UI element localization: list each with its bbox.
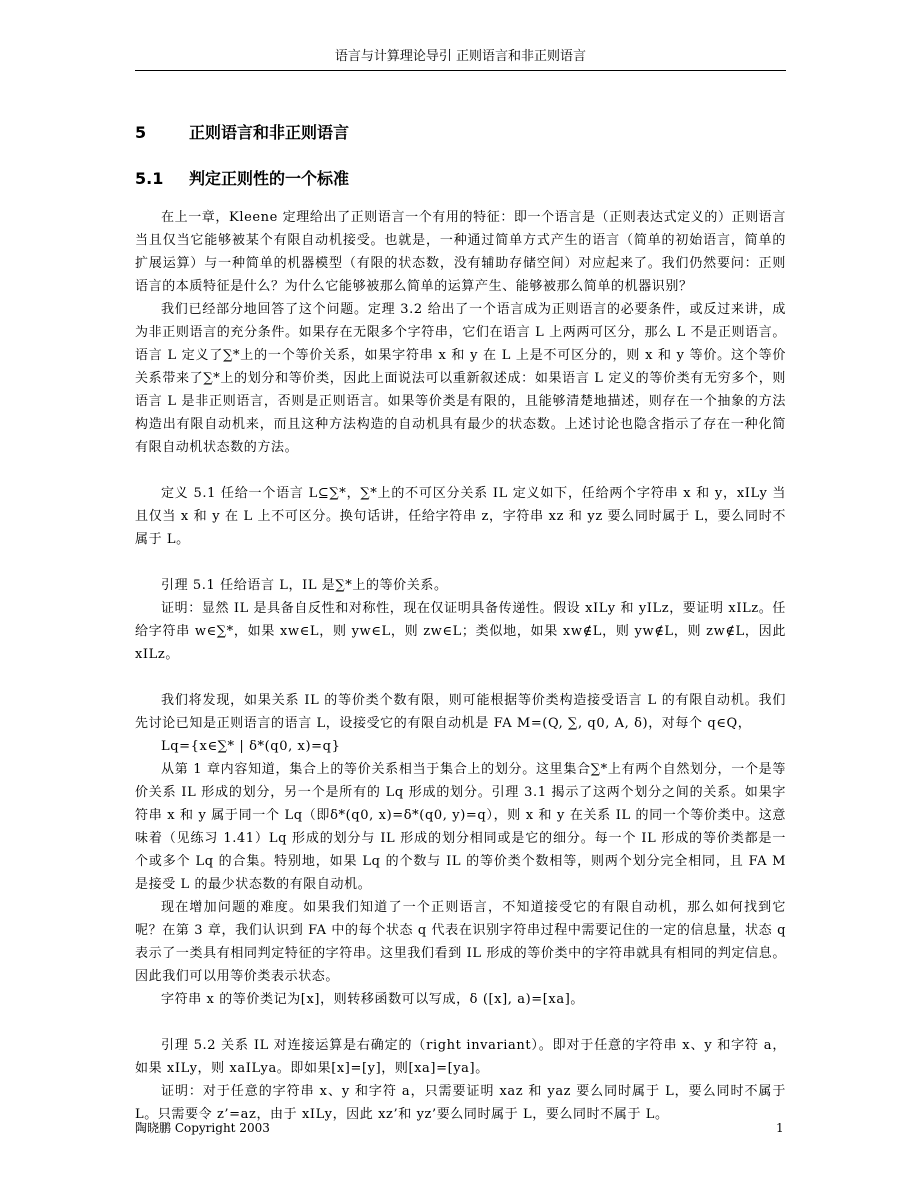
paragraph-transition-function: 字符串 x 的等价类记为[x]，则转移函数可以写成，δ ([x], a)=[xa]。	[161, 992, 584, 1007]
section-number: 5.1	[135, 169, 164, 188]
proof-lemma-5-1: 证明：显然 IL 是具备自反性和对称性，现在仅证明具备传递性。假设 xILy 和 yILz，要证明 xILz。任给字符串 w∈∑*，如果 xw∈L，则 yw∈L，则 zw∈L；类似地，如果 xw∉L，则 yw∉L，则 zw∉L，因此 xILz。	[135, 601, 786, 662]
paragraph-kleene: 在上一章，Kleene 定理给出了正则语言一个有用的特征：即一个语言是（正则表达式定义的）正则语言当且仅当它能够被某个有限自动机接受。也就是，一种通过简单方式产生的语言（简单的初始语言，简单的扩展运算）与一种简单的机器模型（有限的状态数，没有辅助存储空间）对应起来了。我们仍然要问：正则语言的本质特征是什么？为什么它能够被那么简单的运算产生、能够被那么简单的机器识别？	[135, 210, 786, 294]
proof-lemma-5-2: 证明：对于任意的字符串 x、y 和字符 a，只需要证明 xaz 和 yaz 要么同时属于 L，要么同时不属于 L。只需要令 z’=az，由于 xILy，因此 xz’和 yz’要么同时属于 L，要么同时不属于 L。	[135, 1084, 786, 1122]
paragraph-theorem-3-2: 我们已经部分地回答了这个问题。定理 3.2 给出了一个语言成为正则语言的必要条件，或反过来讲，成为非正则语言的充分条件。如果存在无限多个字符串，它们在语言 L 上两两可区分，那么 L 不是正则语言。语言 L 定义了∑*上的一个等价关系，如果字符串 x 和 y 在 L 上是不可区分的，则 x 和 y 等价。这个等价关系带来了∑*上的划分和等价类，因此上面说法可以重新叙述成：如果语言 L 定义的等价类有无穷多个，则语言 L 是非正则语言，否则是正则语言。如果等价类是有限的，且能够清楚地描述，则存在一个抽象的方法构造出有限自动机来，而且这种方法构造的自动机具有最少的状态数。上述讨论也隐含指示了存在一种化简有限自动机状态数的方法。	[135, 302, 786, 455]
definition-5-1: 定义 5.1 任给一个语言 L⊆∑*，∑*上的不可区分关系 IL 定义如下，任给两个字符串 x 和 y，xILy 当且仅当 x 和 y 在 L 上不可区分。换句话讲，任给字符串 z，字符串 xz 和 yz 要么同时属于 L，要么同时不属于 L。	[135, 486, 786, 547]
lemma-5-1: 引理 5.1 任给语言 L，IL 是∑*上的等价关系。	[161, 578, 448, 593]
paragraph-harder-problem: 现在增加问题的难度。如果我们知道了一个正则语言，不知道接受它的有限自动机，那么如何找到它呢？在第 3 章，我们认识到 FA 中的每个状态 q 代表在识别字符串过程中需要记住的一定的信息量，状态 q 表示了一类具有相同判定特征的字符串。这里我们看到 IL 形成的等价类中的字符串就具有相同的判定信息。因此我们可以用等价类表示状态。	[135, 900, 786, 984]
footer-author: 陶晓鹏 Copyright 2003	[135, 1121, 270, 1135]
lemma-5-2: 引理 5.2 关系 IL 对连接运算是右确定的（right invariant）。即对于任意的字符串 x、y 和字符 a，如果 xILy，则 xaILya。即如果[x]=[y]，则[xa]=[ya]。	[135, 1038, 786, 1076]
header-rule	[135, 70, 786, 71]
chapter-number: 5	[135, 123, 147, 142]
formula-lq: Lq={x∈∑* | δ*(q0, x)=q}	[161, 739, 341, 754]
running-header: 语言与计算理论导引 正则语言和非正则语言	[334, 49, 587, 64]
chapter-title: 正则语言和非正则语言	[189, 123, 350, 142]
paragraph-partitions: 从第 1 章内容知道，集合上的等价关系相当于集合上的划分。这里集合∑*上有两个自然划分，一个是等价关系 IL 形成的划分，另一个是所有的 Lq 形成的划分。引理 3.1 揭示了这两个划分之间的关系。如果字符串 x 和 y 属于同一个 Lq（即δ*(q0, x)=δ*(q0, y)=q），则 x 和 y 在关系 IL 的同一个等价类中。这意味着（见练习 1.41）Lq 形成的划分与 IL 形成的划分相同或是它的细分。每一个 IL 形成的等价类都是一个或多个 Lq 的合集。特别地，如果 Lq 的个数与 IL 的等价类个数相等，则两个划分完全相同，且 FA M 是接受 L 的最少状态数的有限自动机。	[135, 762, 786, 892]
paragraph-construct-fa: 我们将发现，如果关系 IL 的等价类个数有限，则可能根据等价类构造接受语言 L 的有限自动机。我们先讨论已知是正则语言的语言 L，设接受它的有限自动机是 FA M=(Q, ∑, q0, A, δ)，对每个 q∈Q，	[135, 693, 786, 731]
section-title: 判定正则性的一个标准	[189, 169, 350, 188]
body-text	[135, 206, 786, 1126]
section-heading	[135, 168, 349, 190]
page-number: 1	[776, 1121, 784, 1135]
chapter-heading	[135, 122, 349, 144]
